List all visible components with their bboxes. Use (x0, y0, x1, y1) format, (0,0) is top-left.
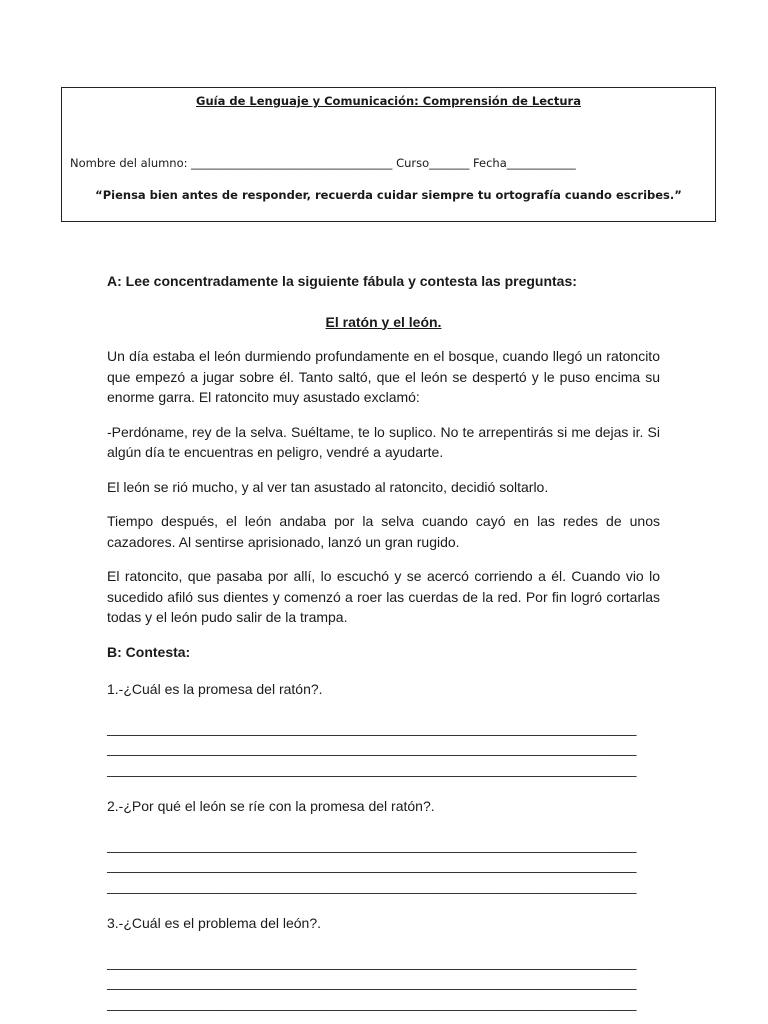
guide-title: Guía de Lenguaje y Comunicación: Comprensión de Lectura (196, 94, 581, 108)
answer-line: ____________________________________________________________________ (107, 994, 637, 1011)
fable-paragraph: -Perdóname, rey de la selva. Suéltame, te lo suplico. No te arrepentirás si me dejas ir. Si algún día te encuentras en peligro, vendré a ayudarte. (107, 423, 660, 460)
question-3: 3.-¿Cuál es el problema del león?. (107, 915, 322, 931)
answer-area-3[interactable] (107, 952, 660, 1014)
question-1: 1.-¿Cuál es la promesa del ratón?. (107, 681, 323, 697)
motto: “Piensa bien antes de responder, recuerda cuidar siempre tu ortografía cuando escribes.” (95, 188, 682, 202)
answer-line: ____________________________________________________________________ (107, 836, 637, 853)
answer-line: ____________________________________________________________________ (107, 877, 637, 894)
answer-area-2[interactable] (107, 835, 660, 897)
answer-area-1[interactable] (107, 718, 660, 780)
fable-paragraph: El ratoncito, que pasaba por allí, lo escuchó y se acercó corriendo a él. Cuando vio lo sucedido afiló sus dientes y comenzó a roer las cuerdas de la red. Por fin logró cortarlas todas y el león pudo salir de la trampa. (107, 568, 660, 625)
fable-paragraph: Un día estaba el león durmiendo profundamente en el bosque, cuando llegó un ratoncito que empezó a jugar sobre él. Tanto saltó, que el león se despertó y le puso encima su enorme garra. El ratoncito muy asustado exclamó: (107, 348, 660, 405)
fable-paragraph: El león se rió mucho, y al ver tan asustado al ratoncito, decidió soltarlo. (107, 478, 549, 495)
answer-line: ____________________________________________________________________ (107, 760, 637, 777)
answer-line: ____________________________________________________________________ (107, 974, 637, 990)
worksheet-content (107, 271, 660, 1013)
header-box (61, 87, 716, 222)
student-info-line: Nombre del alumno: ___________________________________ Curso_______ Fecha____________ (70, 156, 576, 170)
answer-line: ____________________________________________________________________ (107, 953, 637, 970)
fable-title: El ratón y el león. (325, 313, 442, 330)
fable-paragraph: Tiempo después, el león andaba por la selva cuando cayó en las redes de unos cazadores. Al sentirse aprisionado, lanzó un gran rugido. (107, 513, 660, 550)
answer-line: ____________________________________________________________________ (107, 719, 637, 736)
question-2: 2.-¿Por qué el león se ríe con la promesa del ratón?. (107, 798, 435, 814)
answer-line: ____________________________________________________________________ (107, 740, 637, 756)
section-b-heading: B: Contesta: (107, 643, 191, 660)
section-a-heading: A: Lee concentradamente la siguiente fábula y contesta las preguntas: (107, 273, 577, 289)
answer-line: ____________________________________________________________________ (107, 857, 637, 873)
